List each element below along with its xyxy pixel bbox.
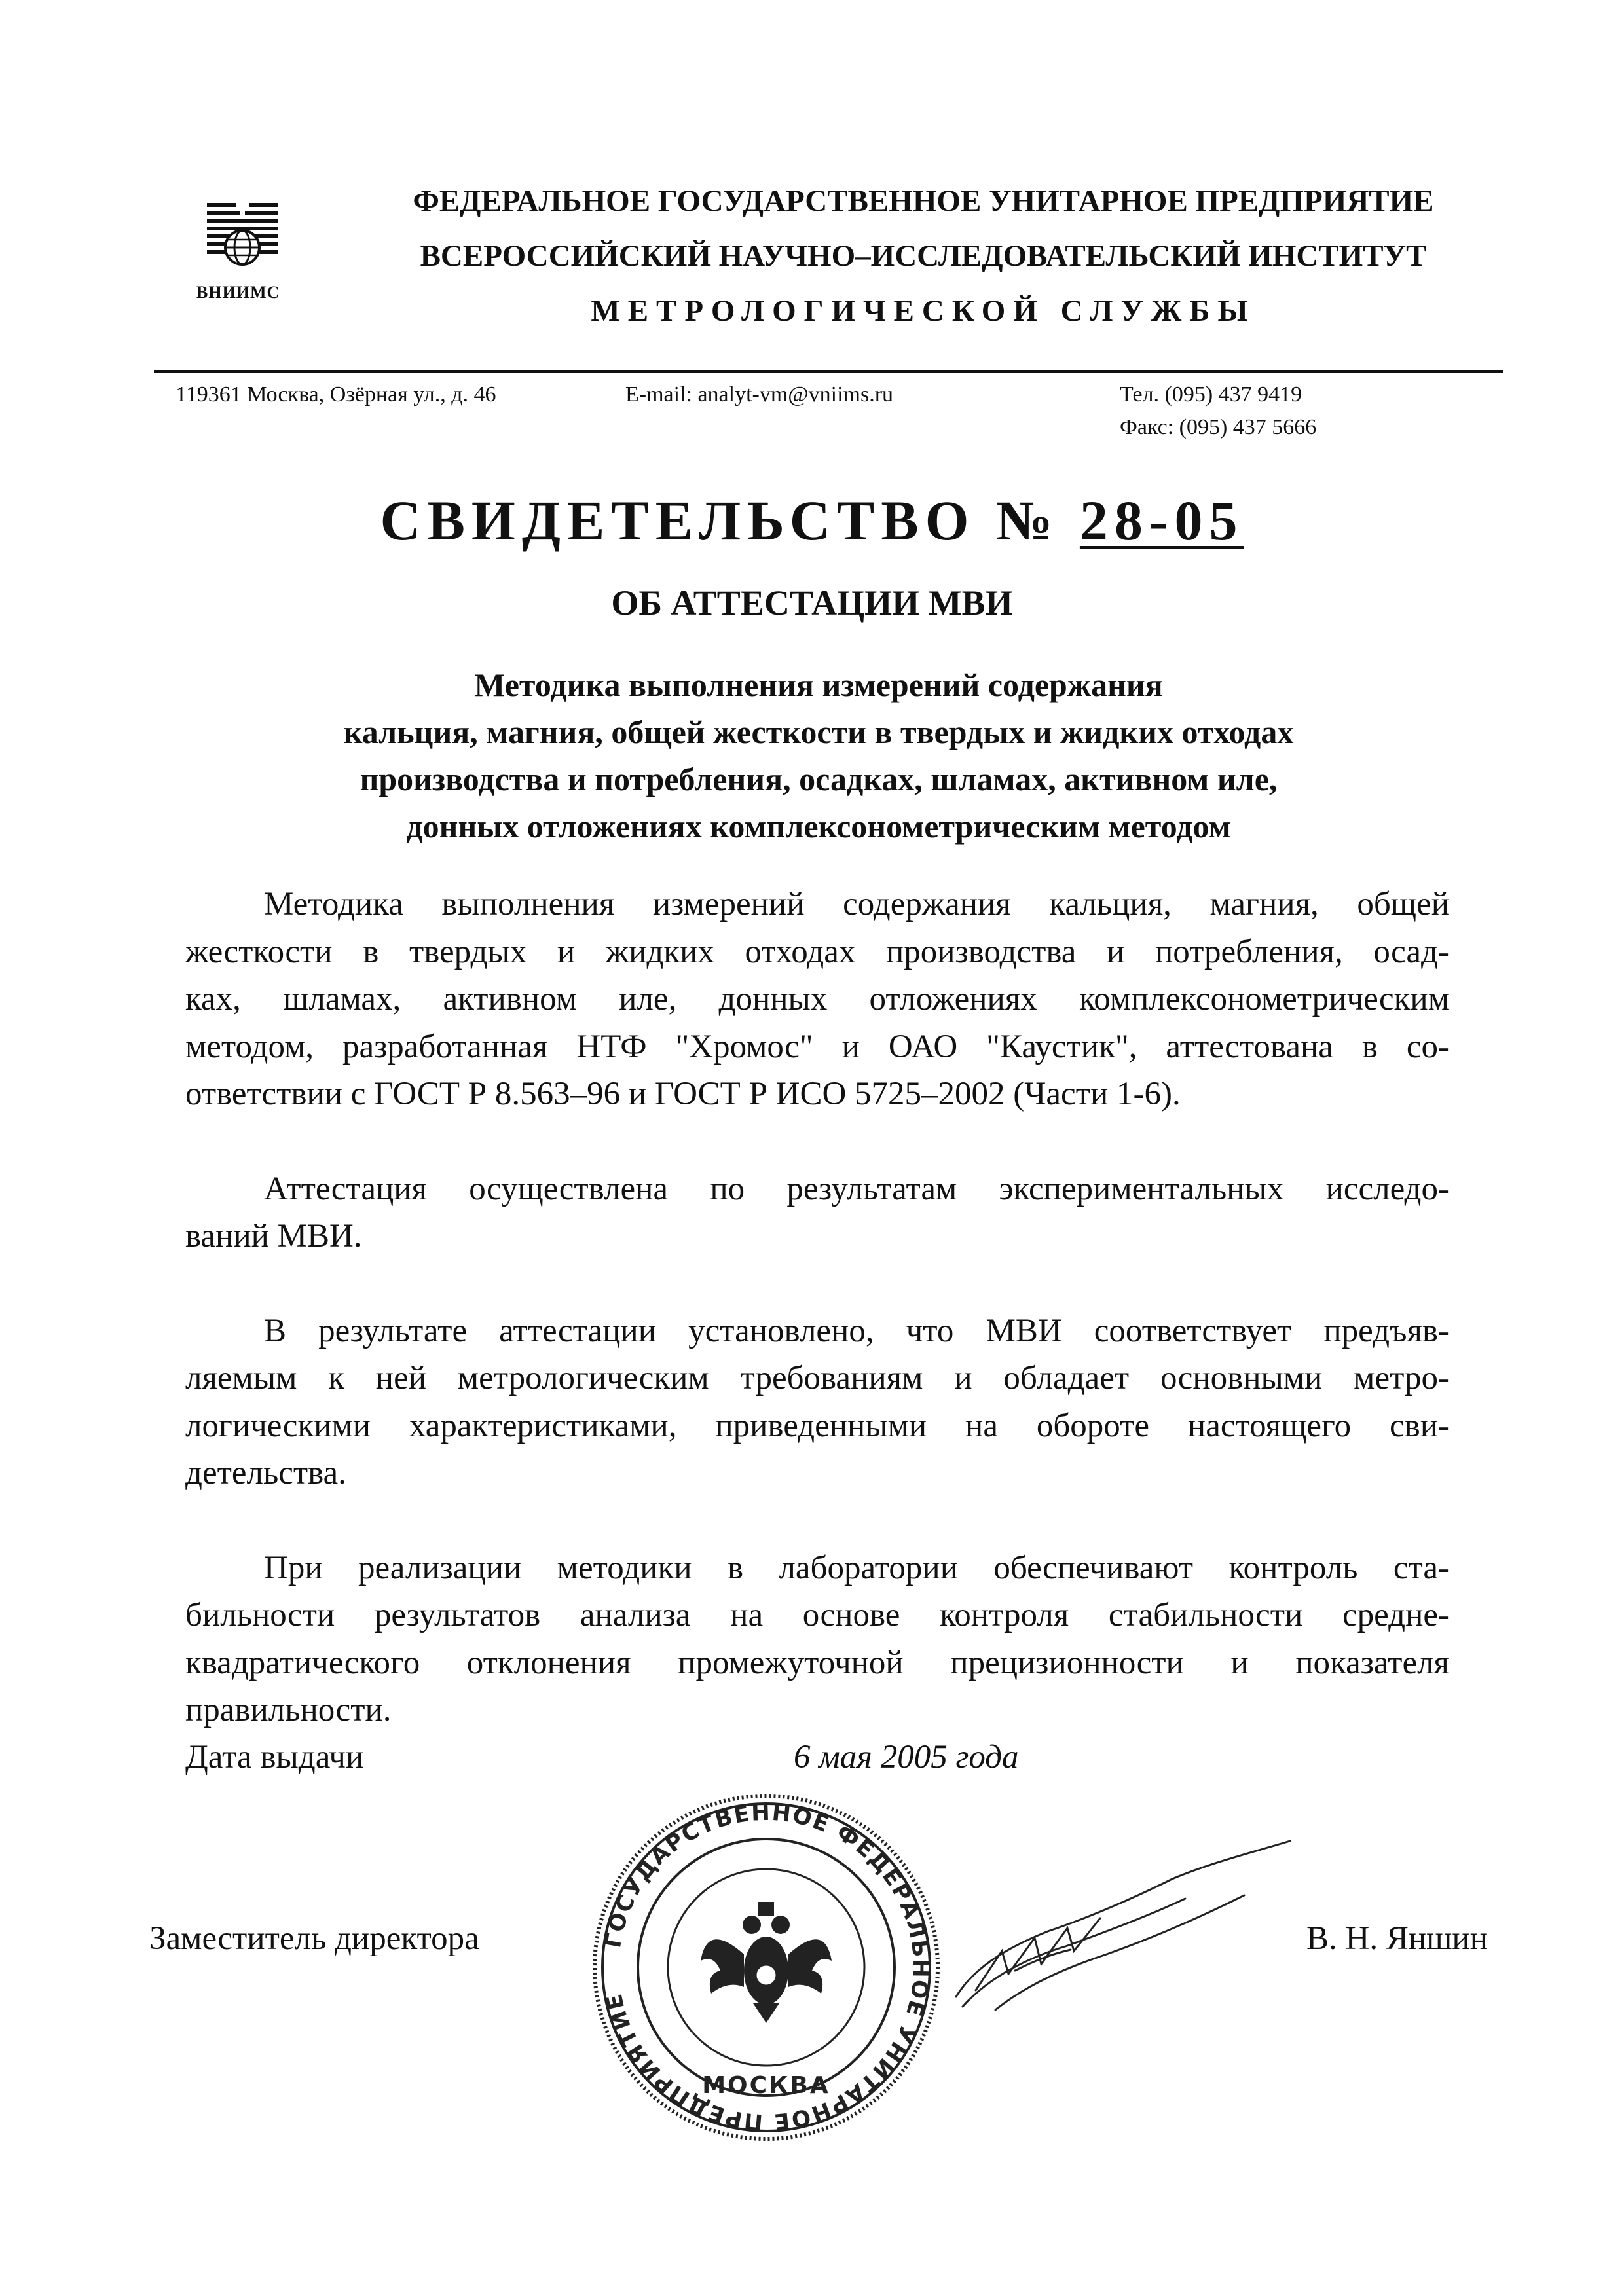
paragraph-line: ответствии с ГОСТ Р 8.563–96 и ГОСТ Р ИСО 5725–2002 (Части 1-6). xyxy=(185,1076,1181,1112)
paragraph-line: Методика выполнения измерений содержания кальция, магния, общей xyxy=(264,886,1449,922)
paragraph-attestation xyxy=(185,1165,1449,1260)
paragraph-line: ках, шламах, активном иле, донных отложениях комплексонометрическим xyxy=(185,981,1449,1017)
issue-date-label: Дата выдачи xyxy=(185,1739,364,1776)
phone-fax-block xyxy=(1120,378,1316,444)
paragraph-line: Аттестация осуществлена по результатам экспериментальных исследо- xyxy=(264,1170,1449,1207)
paragraph-result xyxy=(185,1307,1449,1497)
method-title xyxy=(164,661,1473,850)
certificate-title xyxy=(0,488,1624,553)
certificate-body xyxy=(185,881,1449,1781)
signer-role: Заместитель директора xyxy=(149,1920,479,1957)
address: 119361 Москва, Озёрная ул., д. 46 xyxy=(175,382,496,407)
paragraph-line: ляемым к ней метрологическим требованиям и обладает основными метро- xyxy=(185,1360,1449,1396)
paragraph-line: ваний МВИ. xyxy=(185,1218,362,1254)
certificate-subtitle: ОБ АТТЕСТАЦИИ МВИ xyxy=(611,583,1013,623)
certificate-number: 28-05 xyxy=(1079,489,1244,552)
vniims-emblem-icon xyxy=(203,196,282,275)
method-title-line: кальция, магния, общей жесткости в твердых и жидких отходах xyxy=(343,714,1294,750)
issue-date: 6 мая 2005 года xyxy=(794,1739,1019,1776)
paragraph-line: бильности результатов анализа на основе контроля стабильности средне- xyxy=(185,1597,1449,1633)
paragraph-line: логическими характеристиками, приведенными на обороте настоящего сви- xyxy=(185,1407,1449,1444)
paragraph-line: детельства. xyxy=(185,1455,346,1491)
phone-number: Тел. (095) 437 9419 xyxy=(1120,382,1302,407)
seal-city: МОСКВА xyxy=(702,2072,830,2099)
official-seal-icon xyxy=(589,1791,943,2144)
fax-number: Факс: (095) 437 5666 xyxy=(1120,415,1317,439)
paragraph-control xyxy=(185,1544,1449,1734)
logo-caption: ВНИИМС xyxy=(196,283,280,302)
paragraph-line: жесткости в твердых и жидких отходах производства и потребления, осад- xyxy=(185,933,1449,970)
vniims-logo xyxy=(196,196,295,302)
paragraph-line: В результате аттестации установлено, что МВИ соответствует предъяв- xyxy=(264,1312,1449,1349)
paragraph-line: квадратического отклонения промежуточной прецизионности и показателя xyxy=(185,1644,1449,1681)
letterhead-divider xyxy=(154,370,1503,373)
method-title-line: производства и потребления, осадках, шламах, активном иле, xyxy=(360,761,1278,797)
paragraph-line: методом, разработанная НТФ "Хромос" и ОАО "Каустик", аттестована в со- xyxy=(185,1028,1449,1065)
certificate-title-word: СВИДЕТЕЛЬСТВО № xyxy=(380,489,1060,552)
paragraph-line: правильности. xyxy=(185,1692,392,1728)
org-line-1: ФЕДЕРАЛЬНОЕ ГОСУДАРСТВЕННОЕ УНИТАРНОЕ ПРЕДПРИЯТИЕ xyxy=(413,184,1434,218)
method-title-line: Методика выполнения измерений содержания xyxy=(474,666,1163,703)
seal-outer-text: ГОСУДАРСТВЕННОЕ ФЕДЕРАЛЬНОЕ УНИТАРНОЕ ПРЕДПРИЯТИЕ xyxy=(599,1799,934,2136)
organization-name xyxy=(341,173,1506,338)
org-line-2: ВСЕРОССИЙСКИЙ НАУЧНО–ИССЛЕДОВАТЕЛЬСКИЙ ИНСТИТУТ xyxy=(420,239,1427,273)
paragraph-method xyxy=(185,881,1449,1118)
method-title-line: донных отложениях комплексонометрическим методом xyxy=(406,808,1231,845)
org-line-3: МЕТРОЛОГИЧЕСКОЙ СЛУЖБЫ xyxy=(591,294,1256,328)
paragraph-line: При реализации методики в лаборатории обеспечивают контроль ста- xyxy=(264,1549,1449,1586)
email-address[interactable]: E-mail: analyt-vm@vniims.ru xyxy=(625,382,894,407)
signer-name: В. Н. Яншин xyxy=(1306,1920,1488,1957)
signature-icon xyxy=(936,1833,1303,2016)
